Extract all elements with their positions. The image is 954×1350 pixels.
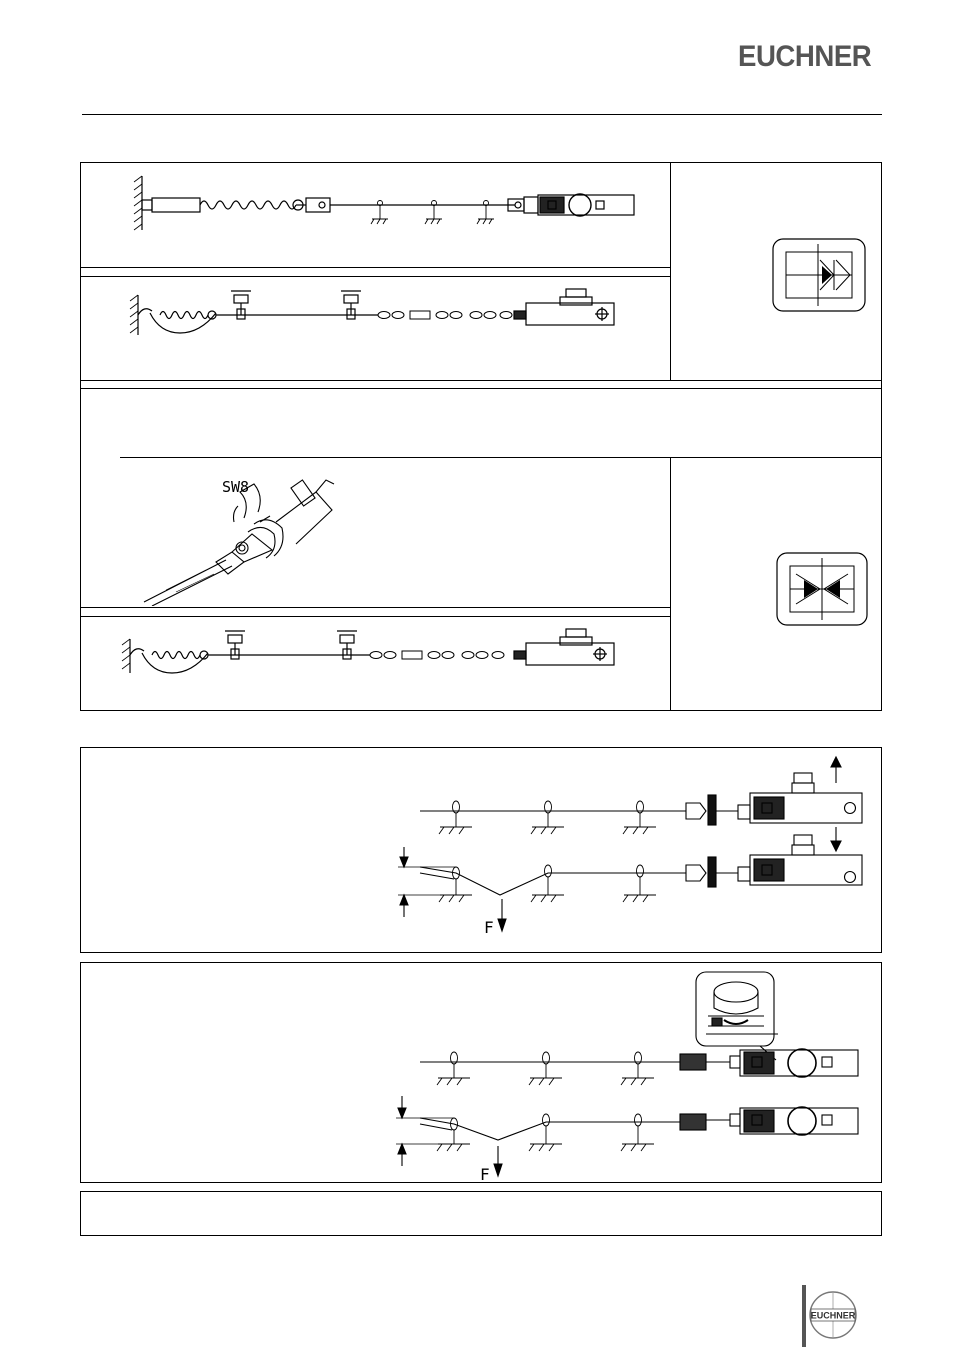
direction-symbol-1 bbox=[772, 238, 866, 312]
rope-assembly-figure-2b bbox=[120, 625, 630, 685]
wrench-tightening-figure bbox=[136, 462, 336, 606]
footer-logo-text: EUCHNER bbox=[810, 1310, 856, 1321]
section-5-frame bbox=[80, 1191, 882, 1236]
brand-logo: EUCHNER bbox=[738, 40, 872, 73]
footer-bar bbox=[802, 1285, 806, 1347]
rope-assembly-figure-1a bbox=[120, 170, 650, 240]
rope-assembly-figure-1b bbox=[120, 285, 630, 345]
force-label-1: F bbox=[484, 918, 494, 937]
direction-symbol-2 bbox=[776, 552, 868, 626]
rope-deflection-figure-2 bbox=[390, 968, 875, 1180]
force-label-2: F bbox=[480, 1165, 490, 1180]
rope-deflection-figure-1 bbox=[390, 755, 875, 945]
header-rule bbox=[82, 114, 882, 115]
footer-logo bbox=[808, 1290, 858, 1340]
tool-size-label: SW8 bbox=[222, 478, 250, 496]
